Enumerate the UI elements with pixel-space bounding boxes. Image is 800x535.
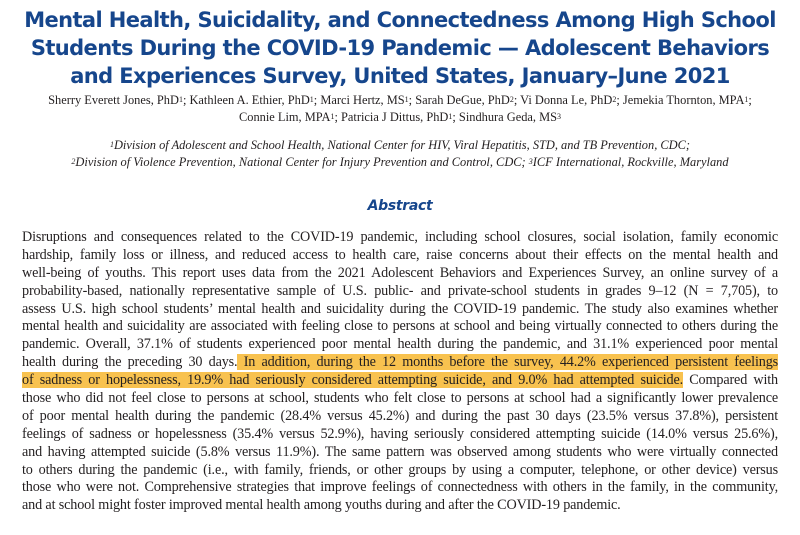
abstract-text: Disruptions and consequences related to the COVID-19 pandemic, including school closures, social isolation, family economic <box>22 229 778 245</box>
abstract-text: health during the preceding 30 days. <box>22 354 238 371</box>
author-list <box>0 92 800 126</box>
abstract-text: to others during the pandemic (i.e., with family, friends, or other groups by using a computer, telephone, or other device) versus <box>22 461 778 478</box>
author-name: Connie Lim, MPA <box>238 110 331 124</box>
affiliation-marker: 1 <box>744 95 749 104</box>
abstract-line <box>22 301 778 319</box>
highlighted-text[interactable]: of sadness or hopelessness, 19.9% had seriously considered attempting suicide, and 9.0% had attempted suicide. <box>22 372 684 389</box>
abstract-text: hardship, family loss or illness, and reduced access to health care, raise concerns about their effects on the mental health and <box>22 246 778 263</box>
abstract-line <box>22 283 778 301</box>
report-title <box>0 6 800 90</box>
abstract-text: mental health and suicidality are associated with feeling close to persons at school and being virtually connected to others during the <box>22 318 778 335</box>
abstract-heading: Abstract <box>367 198 433 214</box>
abstract-text: and having attempted suicide (5.8% versus 11.9%). The same pattern was observed among students who were virtually connected <box>22 443 778 460</box>
affiliations <box>0 137 800 171</box>
affiliation-text: Division of Violence Prevention, National Center for Injury Prevention and Control, CDC; <box>75 155 529 169</box>
author-name: Kathleen A. Ethier, PhD <box>189 93 310 107</box>
abstract-line <box>22 318 778 336</box>
affiliation-marker: 3 <box>557 112 562 121</box>
affiliation-text: ICF International, Rockville, Maryland <box>532 155 729 169</box>
abstract-line <box>22 444 778 462</box>
abstract-text: those who did not feel close to persons at school, students who felt close to persons at school had a significantly lower prevalence <box>22 390 778 407</box>
abstract-text: feelings of sadness or hopelessness (35.4% versus 52.9%), having seriously considered attempting suicide (14.0% versus 25.6%), <box>22 425 778 442</box>
abstract-text: probability-based, nationally representative sample of U.S. public- and private-school students in grades 9–12 (N = 7,705), to <box>22 282 778 299</box>
title-line: and Experiences Survey, United States, January–June 2021 <box>70 64 730 88</box>
abstract-text: and at school might foster improved mental health among youths during and after the COVID-19 pandemic. <box>22 497 621 514</box>
affiliation-marker: 1 <box>448 112 453 121</box>
affiliation-marker: 1 <box>309 95 314 104</box>
abstract-text: well-being of youths. This report uses data from the 2021 Adolescent Behaviors and Experiences Survey, an online survey of a <box>22 264 778 281</box>
abstract-line <box>22 265 778 283</box>
abstract-text: of poor mental health during the pandemic (28.4% versus 45.2%) and during the past 30 days (23.5% versus 37.8%), persistent <box>22 407 778 424</box>
affiliation-marker: 1 <box>178 95 183 104</box>
title-line: Students During the COVID-19 Pandemic — Adolescent Behaviors <box>30 36 770 60</box>
affiliation-marker: 2 <box>612 95 617 104</box>
abstract-line <box>22 247 778 265</box>
abstract-text: those who were not. Comprehensive strategies that improve feelings of connectedness with others in the family, in the community, <box>22 479 778 496</box>
highlighted-text[interactable]: In addition, during the 12 months before the survey, 44.2% experienced persistent feelings <box>237 354 779 371</box>
abstract-body <box>22 229 778 515</box>
abstract-line <box>22 462 778 480</box>
affiliation-marker: 2 <box>509 95 514 104</box>
author-name: Sindhura Geda, MS <box>458 110 558 124</box>
author-line: Connie Lim, MPA$^1$; Patricia J Dittus, PhD$^1$; Sindhura Geda, $MS^3$ <box>238 110 562 124</box>
affiliation-line <box>0 137 800 154</box>
abstract-line <box>22 408 778 426</box>
affiliation-marker: 3 <box>528 157 533 166</box>
abstract-line <box>22 229 778 247</box>
affiliation-marker: 1 <box>109 140 114 149</box>
affiliation-marker: 1 <box>330 112 335 121</box>
abstract-line <box>22 390 778 408</box>
author-name: Vi Donna Le, PhD <box>520 93 613 107</box>
author-line: Sherry Everett Jones, PhD$^1$; Kathleen A. Ethier, PhD$^1$; Marci Hertz, $MS^1$; Sarah DeGue, PhD$^2$; Vi Donna Le, PhD$^2$; Jemekia Thornton, MPA$^1$; <box>48 93 752 107</box>
abstract-line <box>22 479 778 497</box>
abstract-line <box>22 354 778 372</box>
abstract-text: pandemic. Overall, 37.1% of students experienced poor mental health during the pandemic, and 31.1% experienced poor mental <box>22 336 778 353</box>
abstract-line <box>22 372 778 390</box>
abstract-line <box>22 497 778 515</box>
abstract-line <box>22 426 778 444</box>
abstract-text: Compared with <box>683 372 778 389</box>
title-line: Mental Health, Suicidality, and Connectedness Among High School <box>24 8 776 32</box>
affiliation-line <box>0 154 800 171</box>
author-name: Sarah DeGue, PhD <box>415 93 510 107</box>
author-name: Patricia J Dittus, PhD <box>340 110 449 124</box>
abstract-line <box>22 336 778 354</box>
author-name: Jemekia Thornton, MPA <box>622 93 745 107</box>
affiliation-marker: 1 <box>404 95 409 104</box>
affiliation-marker: 2 <box>71 157 76 166</box>
affiliation-text: Division of Adolescent and School Health, National Center for HIV, Viral Hepatitis, STD, and TB Prevention, CDC; <box>113 138 690 152</box>
abstract-text: assess U.S. high school students’ mental health and suicidality during the COVID-19 pandemic. The study also examines whether <box>22 300 778 317</box>
author-name: Sherry Everett Jones, PhD <box>48 93 179 107</box>
author-name: Marci Hertz, MS <box>320 93 405 107</box>
